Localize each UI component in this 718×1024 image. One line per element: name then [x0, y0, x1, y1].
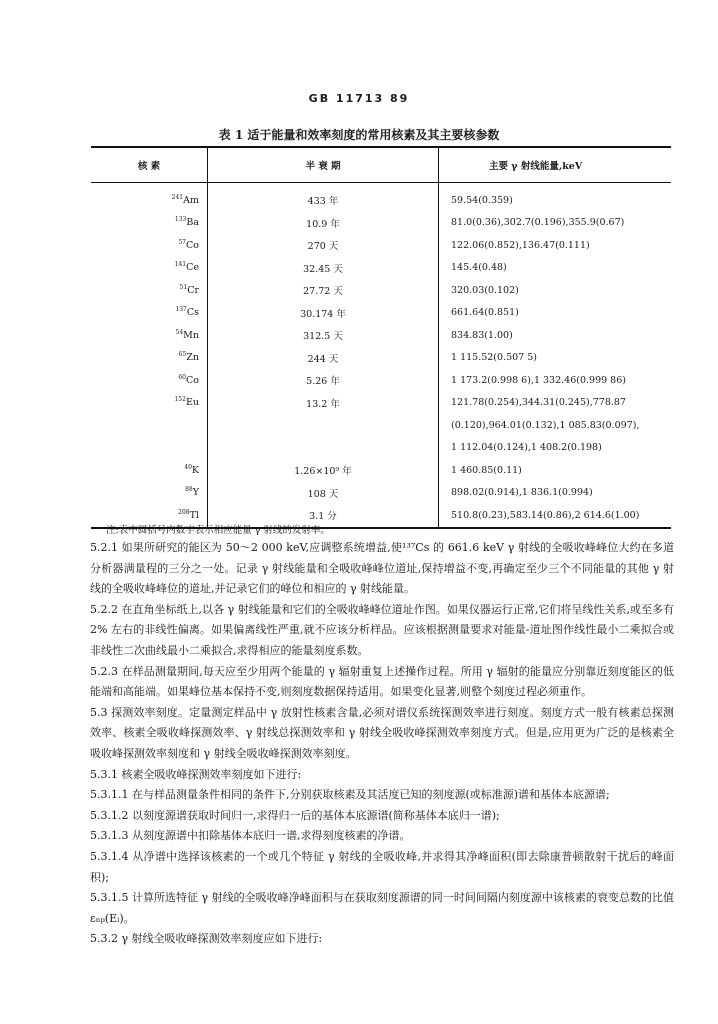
- nuclide-cell: [91, 183, 208, 212]
- energy-cell: 1 173.2(0.998 6),1 332.46(0.999 86): [451, 374, 626, 386]
- col-header-energy: 主要 γ 射线能量,keV: [439, 147, 672, 183]
- half-life-cell: [208, 437, 439, 460]
- mass-number: 152: [174, 396, 186, 404]
- table-row: [91, 324, 671, 347]
- paragraph-5-2-1: 5.2.1 如果所研究的能区为 50～2 000 keV,应调整系统增益,使¹³⁷Cs 的 661.6 keV γ 射线的全吸收峰峰位大约在多道分析器满量程的三分之一处。记录 γ 射线能量和全吸收峰峰位道址,保持增益不变,再确定至少三个不同能量的其他 γ 射线的全吸收峰峰位的道址,并记录它们的峰位和相应的 γ 射线能量。: [90, 541, 674, 596]
- nuclide-cell: [91, 392, 208, 415]
- mass-number: 241: [171, 193, 184, 201]
- paragraph-5-3-1-3: 5.3.1.3 从刻度源谱中扣除基体本底归一谱,求得刻度核素的净谱。: [90, 829, 411, 843]
- element-symbol: Ba: [186, 217, 199, 229]
- element-symbol: Cs: [186, 307, 199, 319]
- energy-cell: 121.78(0.254),344.31(0.245),778.87: [451, 397, 626, 409]
- table-row: [91, 279, 671, 302]
- mass-number: 208: [178, 508, 190, 516]
- body-text: [90, 538, 674, 950]
- element-symbol: Cr: [187, 284, 199, 296]
- paragraph-5-3-1-2: 5.3.1.2 以刻度源谱获取时间归一,求得归一后的基体本底源谱(简称基体本底归一谱);: [90, 808, 500, 822]
- table-row: [91, 212, 671, 235]
- paragraph-5-2-2: 5.2.2 在直角坐标纸上,以各 γ 射线能量和它们的全吸收峰峰位道址作图。如果仪器运行正常,它们将呈线性关系,或至多有 2% 左右的非线性偏离。如果偏离线性严重,就不应该分析样品。应该根据测量要求对能量-道址图作线性最小二乘拟合或非线性二次曲线最小二乘拟合,求得相应的能量刻度系数。: [90, 602, 674, 657]
- nuclide-cell: [91, 369, 208, 392]
- energy-cell: 1 460.85(0.11): [451, 464, 522, 476]
- page-header: GB 11713 89: [308, 92, 410, 105]
- mass-number: 57: [178, 238, 186, 246]
- energy-cell: (0.120),964.01(0.132),1 085.83(0.097),: [451, 419, 640, 431]
- paragraph-5-2-3: 5.2.3 在样品测量期间,每天应至少用两个能量的 γ 辐射重复上述操作过程。所用 γ 辐射的能量应分别靠近刻度能区的低能端和高能端。如果峰位基本保持不变,则刻度数据保持适用。如果变化显著,则整个刻度过程必须重作。: [90, 664, 674, 699]
- mass-number: 54: [175, 328, 184, 336]
- table-row: [91, 257, 671, 280]
- half-life-cell: 30.174 年: [208, 302, 439, 325]
- nuclide-cell: [91, 234, 208, 257]
- energy-cell: 898.02(0.914),1 836.1(0.994): [451, 487, 593, 499]
- paragraph-5-3-1-1: 5.3.1.1 在与样品测量条件相同的条件下,分别获取核素及其活度已知的刻度源(或标准源)谱和基体本底源谱;: [90, 788, 610, 802]
- nuclide-cell: [91, 302, 208, 325]
- table-row: [91, 369, 671, 392]
- col-header-nuclide: 核 素: [91, 147, 208, 183]
- nuclide-cell: [91, 347, 208, 370]
- mass-number: 51: [179, 283, 188, 291]
- half-life-cell: 108 天: [208, 482, 439, 505]
- element-symbol: Co: [186, 239, 199, 251]
- table-row: [91, 459, 671, 482]
- col-header-half-life: 半 衰 期: [208, 147, 439, 183]
- element-symbol: Eu: [185, 397, 199, 409]
- paragraph-5-3-2: 5.3.2 γ 射线全吸收峰探测效率刻度应如下进行:: [90, 932, 323, 946]
- paragraph-5-3-1: 5.3.1 核素全吸收峰探测效率刻度如下进行:: [90, 767, 302, 781]
- energy-cell: 122.06(0.852),136.47(0.111): [451, 239, 590, 251]
- half-life-cell: 32.45 天: [208, 257, 439, 280]
- energy-cell: 1 112.04(0.124),1 408.2(0.198): [451, 442, 602, 454]
- table-row: [91, 437, 671, 460]
- table-row: [91, 234, 671, 257]
- energy-cell: 320.03(0.102): [451, 284, 519, 296]
- table-header-row: [91, 147, 671, 183]
- nuclide-cell: [91, 324, 208, 347]
- mass-number: 65: [178, 351, 187, 359]
- mass-number: 141: [174, 261, 187, 269]
- half-life-cell: 433 年: [208, 183, 439, 212]
- nuclide-cell: [91, 279, 208, 302]
- element-symbol: Tl: [189, 509, 199, 521]
- energy-cell: 59.54(0.359): [451, 194, 513, 206]
- mass-number: 40: [184, 463, 192, 471]
- table-caption: 表 1 适于能量和效率刻度的常用核素及其主要核参数: [218, 128, 500, 142]
- half-life-cell: 10.9 年: [208, 212, 439, 235]
- nuclide-cell: [91, 212, 208, 235]
- nuclide-cell: [91, 482, 208, 505]
- table-row: [91, 183, 671, 212]
- nuclide-cell: [91, 437, 208, 460]
- mass-number: 60: [178, 373, 186, 381]
- mass-number: 137: [175, 306, 187, 314]
- nuclide-cell: [91, 257, 208, 280]
- element-symbol: Ce: [186, 262, 199, 274]
- paragraph-5-3-1-4: 5.3.1.4 从净谱中选择该核素的一个或几个特征 γ 射线的全吸收峰,并求得其净峰面积(即去除康普顿散射干扰后的峰面积);: [90, 849, 674, 884]
- element-symbol: Y: [192, 487, 199, 499]
- table-row: [91, 302, 671, 325]
- half-life-cell: 13.2 年: [208, 392, 439, 415]
- table-note: 注:表中圆括号内数字表示相应能量 γ 射线的发射率。: [106, 525, 330, 536]
- mass-number: 133: [174, 216, 187, 224]
- nuclide-cell: [91, 459, 208, 482]
- paragraph-5-3: 5.3 探测效率刻度。定量测定样品中 γ 放射性核素含量,必须对谱仪系统探测效率进行刻度。刻度方式一般有核素总探测效率、核素全吸收峰探测效率、γ 射线总探测效率和 γ 射线全吸收峰探测效率刻度方式。但是,应用更为广泛的是核素全吸收峰探测效率刻度和 γ 射线全吸收峰探测效率刻度。: [90, 705, 674, 760]
- half-life-cell: 270 天: [208, 234, 439, 257]
- element-symbol: Co: [186, 374, 199, 386]
- table-row: [91, 482, 671, 505]
- energy-cell: 510.8(0.23),583.14(0.86),2 614.6(1.00): [439, 504, 672, 528]
- mass-number: 88: [185, 486, 193, 494]
- half-life-cell: 27.72 天: [208, 279, 439, 302]
- half-life-cell: 5.26 年: [208, 369, 439, 392]
- energy-cell: 661.64(0.851): [451, 307, 519, 319]
- element-symbol: K: [191, 464, 199, 476]
- energy-cell: 834.83(1.00): [451, 329, 513, 341]
- half-life-cell: 244 天: [208, 347, 439, 370]
- energy-cell: 81.0(0.36),302.7(0.196),355.9(0.67): [451, 217, 625, 229]
- nuclide-cell: [91, 414, 208, 437]
- table-row: [91, 414, 671, 437]
- table-row: [91, 347, 671, 370]
- half-life-cell: 3.1 分: [208, 504, 439, 528]
- table-row: [91, 392, 671, 415]
- energy-cell: 1 115.52(0.507 5): [451, 352, 537, 364]
- half-life-cell: 1.26×10⁹ 年: [208, 459, 439, 482]
- element-symbol: Mn: [183, 329, 199, 341]
- element-symbol: Am: [183, 194, 199, 206]
- half-life-cell: 312.5 天: [208, 324, 439, 347]
- nuclide-table: [91, 146, 671, 529]
- paragraph-5-3-1-5: 5.3.1.5 计算所选特征 γ 射线的全吸收峰净峰面积与在获取刻度源谱的同一时间间隔内刻度源中该核素的衰变总数的比值 εₙₚ(Eᵢ)。: [90, 891, 674, 925]
- half-life-cell: [208, 414, 439, 437]
- element-symbol: Zn: [186, 352, 199, 364]
- energy-cell: 145.4(0.48): [451, 262, 507, 274]
